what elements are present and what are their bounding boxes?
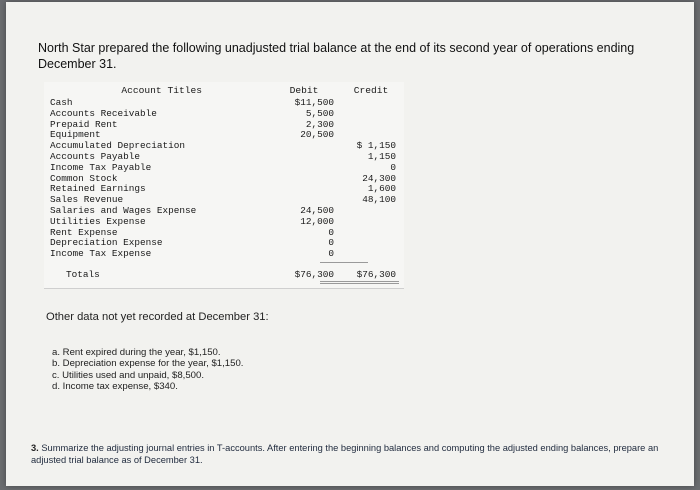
debit-value: 12,000	[300, 215, 334, 227]
table-row	[44, 237, 404, 248]
totals-row	[44, 269, 404, 280]
debit-value: 24,500	[300, 204, 334, 216]
table-row	[44, 140, 404, 151]
account-title: Accounts Payable	[50, 150, 141, 162]
account-title: Common Stock	[50, 172, 118, 184]
table-bottom-border	[44, 288, 404, 289]
table-row	[44, 248, 404, 259]
credit-value: 24,300	[362, 172, 396, 184]
account-title: Salaries and Wages Expense	[50, 204, 197, 216]
table-row	[44, 227, 404, 238]
credit-value: $ 1,150	[356, 140, 396, 152]
textbook-page	[6, 2, 694, 486]
column-header-account-titles: Account Titles	[121, 85, 202, 96]
account-title: Prepaid Rent	[50, 118, 118, 130]
table-row	[44, 205, 404, 216]
table-row	[44, 194, 404, 205]
account-title: Cash	[50, 97, 73, 108]
requirement-3	[31, 443, 686, 466]
account-title: Sales Revenue	[50, 194, 124, 206]
debit-value: 5,500	[305, 107, 334, 119]
credit-value: 48,100	[362, 194, 396, 206]
requirement-number: 3.	[31, 443, 39, 453]
credit-value: 0	[390, 161, 396, 173]
adjustments-list	[52, 347, 243, 393]
debit-subtotal-rule	[320, 262, 368, 263]
table-row	[44, 216, 404, 227]
other-data-heading: Other data not yet recorded at December 31:	[46, 311, 269, 323]
account-title: Utilities Expense	[50, 215, 146, 227]
table-row	[44, 129, 404, 140]
column-header-debit: Debit	[289, 85, 319, 96]
account-title: Income Tax Payable	[50, 161, 152, 173]
debit-value: 2,300	[305, 118, 334, 130]
table-row	[44, 151, 404, 162]
credit-total: $76,300	[356, 269, 396, 280]
debit-total: $76,300	[294, 269, 334, 280]
debit-value: 0	[328, 237, 334, 249]
debit-value: $11,500	[294, 97, 334, 108]
account-title: Accounts Receivable	[50, 107, 157, 119]
account-title: Income Tax Expense	[50, 248, 152, 260]
credit-total-double-rule-2	[355, 283, 399, 284]
problem-statement: North Star prepared the following unadjusted trial balance at the end of its second year of operations ending December 31.	[38, 41, 635, 71]
credit-value: 1,150	[367, 150, 396, 162]
account-title: Accumulated Depreciation	[50, 140, 186, 152]
account-title: Equipment	[50, 129, 101, 141]
list-item: a. Rent expired during the year, $1,150.	[52, 347, 221, 358]
credit-value: 1,600	[367, 183, 396, 195]
trial-balance-table	[44, 82, 404, 288]
list-item: c. Utilities used and unpaid, $8,500.	[52, 369, 205, 381]
table-row	[44, 97, 404, 108]
credit-total-double-rule-1	[355, 281, 399, 282]
table-row	[44, 108, 404, 119]
column-header-credit: Credit	[353, 85, 389, 96]
account-title: Depreciation Expense	[50, 237, 163, 249]
debit-value: 0	[328, 226, 334, 238]
table-row	[44, 162, 404, 173]
totals-label: Totals	[66, 269, 100, 280]
debit-value: 0	[328, 248, 334, 260]
trial-balance-rows	[44, 97, 404, 259]
list-item: d. Income tax expense, $340.	[52, 381, 178, 393]
requirement-text: Summarize the adjusting journal entries in T-accounts. After entering the beginning balances and computing the adjusted ending balances, prepare an adjusted trial balance as of December 31.	[31, 443, 659, 465]
table-row	[44, 183, 404, 194]
debit-value: 20,500	[300, 129, 334, 141]
table-row	[44, 119, 404, 130]
table-row	[44, 173, 404, 184]
account-title: Retained Earnings	[50, 183, 146, 195]
list-item: b. Depreciation expense for the year, $1,150.	[52, 358, 244, 370]
account-title: Rent Expense	[50, 226, 118, 238]
